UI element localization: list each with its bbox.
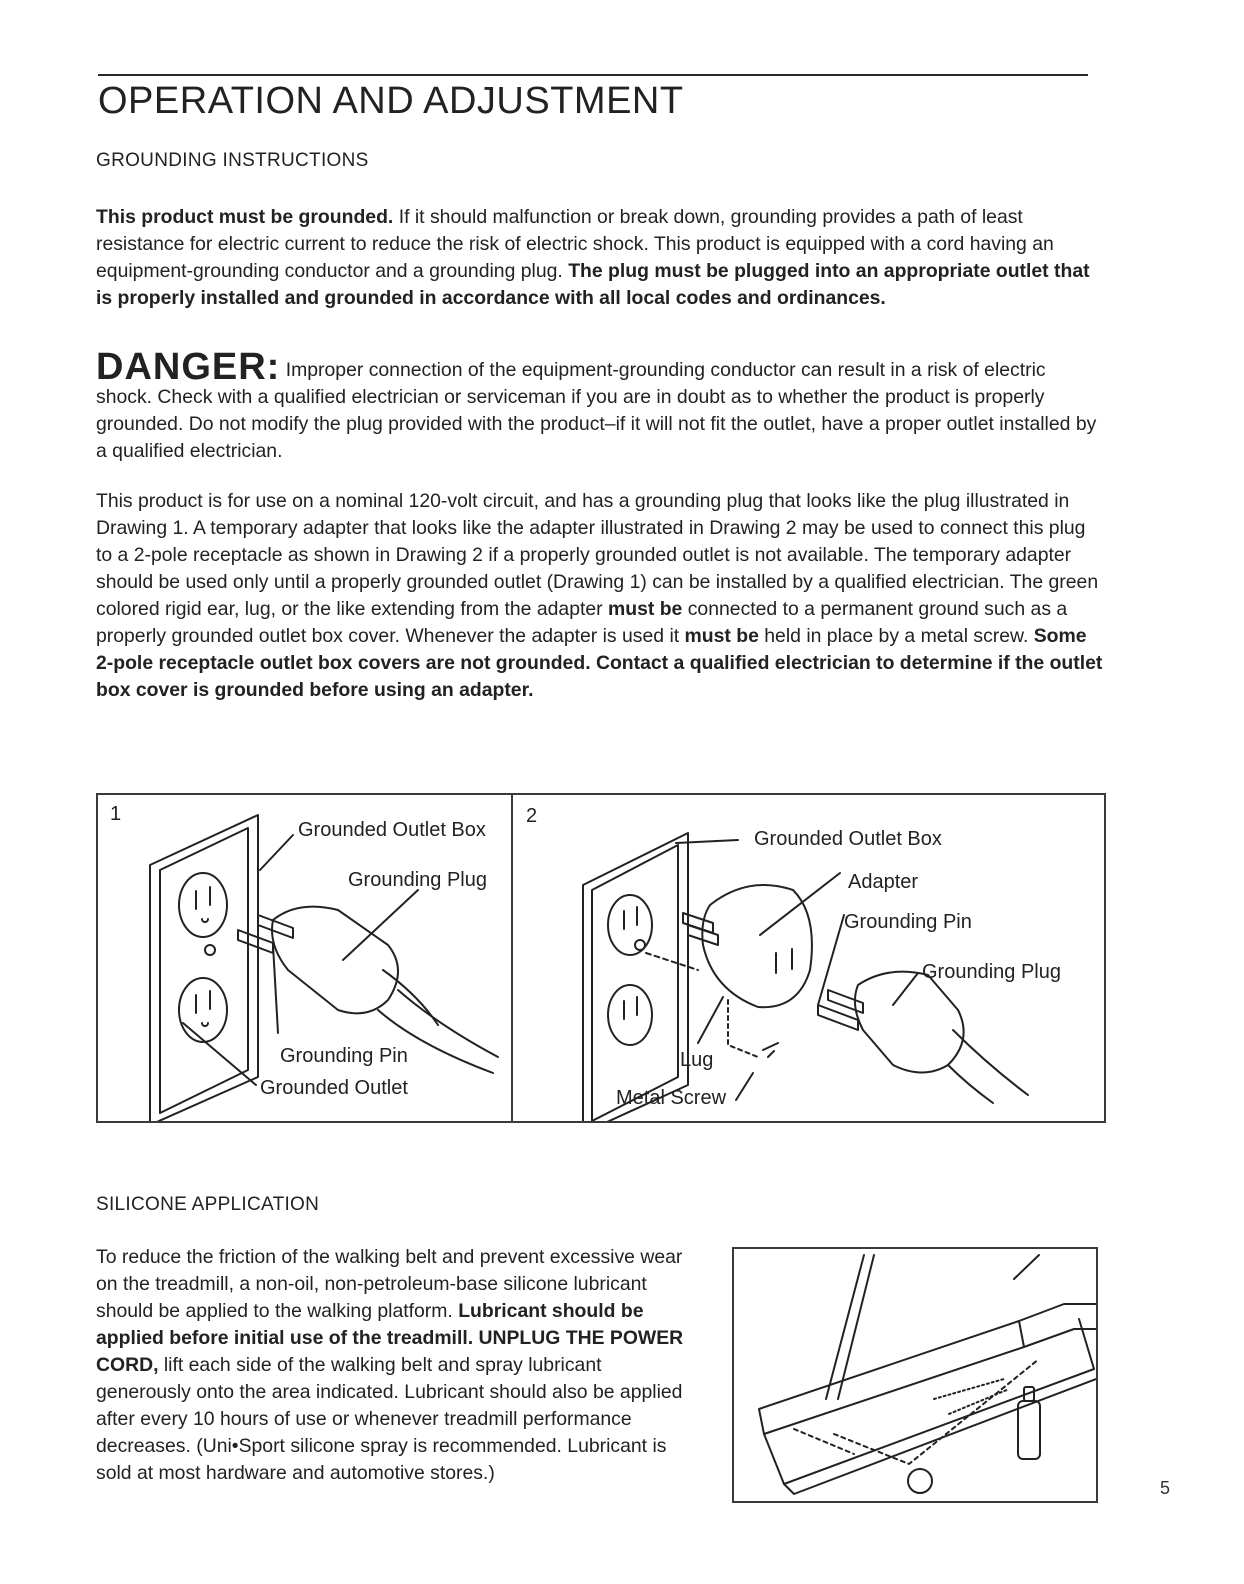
must-be-grounded-text: This product must be grounded.	[96, 206, 394, 228]
drawing-1-pin-label: Grounding Pin	[280, 1045, 408, 1067]
silicone-text-2: lift each side of the walking belt and spray lubricant generously onto the area indicated. Lubricant should also be applied after every 10 hours of use or whenever treadmill performance decreases. (Uni•Sport silicone spray is recommended. Lubricant is sold at most hardware and automotive stores.)	[96, 1354, 683, 1484]
grounding-heading: GROUNDING INSTRUCTIONS	[96, 150, 369, 171]
drawing-2-outlet-box-label: Grounded Outlet Box	[754, 828, 942, 850]
outlet-plate-1	[150, 815, 258, 1121]
grounding-plug-1	[272, 907, 398, 1014]
plug-warning-text: The plug must be plugged into an appropriate outlet that is properly installed and grounded in accordance with all local codes and ordinances.	[96, 260, 1090, 309]
drawings-figure	[96, 793, 1106, 1123]
drawing-2-plug-label: Grounding Plug	[922, 961, 1061, 983]
danger-text: Improper connection of the equipment-grounding conductor can result in a risk of electric shock. Check with a qualified electrician or serviceman if you are in doubt as to whether the product is properly grounded. Do not modify the plug provided with the product–if it will not fit the outlet, have a proper outlet installed by a qualified electrician.	[96, 359, 1097, 462]
receptacle-bottom-1	[179, 978, 227, 1042]
drawing-2-pin-label: Grounding Pin	[844, 911, 972, 933]
outlet-plate-2	[583, 833, 688, 1121]
voltage-text-3: held in place by a metal screw.	[758, 625, 1034, 647]
voltage-text-2: connected to a permanent ground such as a properly grounded outlet box cover. Whenever the adapter is used it	[96, 598, 1068, 647]
grounding-paragraph-1	[96, 204, 1106, 312]
receptacle-top-1	[179, 873, 227, 937]
voltage-text-1: This product is for use on a nominal 120-volt circuit, and has a grounding plug that looks like the plug illustrated in Drawing 1. A temporary adapter that looks like the adapter illustrated in Drawing 2 may be used to connect this plug to a 2-pole receptacle as shown in Drawing 2 if a properly grounded outlet is not available. The temporary adapter should be used only until a properly grounded outlet (Drawing 1) can be installed by a qualified electrician. The green colored rigid ear, lug, or the like extending from the adapter	[96, 490, 1099, 620]
drawing-1-outlet-label: Grounded Outlet	[260, 1077, 408, 1099]
grounding-plug-2	[855, 972, 964, 1073]
treadmill-figure	[732, 1247, 1098, 1503]
title-rule	[98, 74, 1088, 76]
drawing-1-plug-label: Grounding Plug	[348, 869, 487, 891]
metal-screw-2	[763, 1043, 778, 1057]
silicone-warning: Lubricant should be applied before initial use of the treadmill. UNPLUG THE POWER CORD,	[96, 1300, 684, 1376]
silicone-text-1: To reduce the friction of the walking belt and prevent excessive wear on the treadmill, a non-oil, non-petroleum-base silicone lubricant should be applied to the walking platform.	[96, 1246, 683, 1322]
must-be-text-2: must be	[684, 625, 759, 647]
drawing-2-number: 2	[526, 805, 538, 827]
outlet-cover-warning: Some 2-pole receptacle outlet box covers are not grounded. Contact a qualified electrician to determine if the outlet box cover is grounded before using an adapter.	[96, 625, 1103, 701]
silicone-heading: SILICONE APPLICATION	[96, 1194, 320, 1215]
silicone-spray-bottle	[1018, 1401, 1040, 1459]
treadmill-side-rail-top	[759, 1321, 1024, 1434]
silicone-paragraph	[96, 1244, 686, 1487]
must-be-text-1: must be	[608, 598, 683, 620]
voltage-paragraph	[96, 488, 1106, 704]
page-number: 5	[1160, 1478, 1171, 1498]
grounding-text: If it should malfunction or break down, grounding provides a path of least resistance for electric current to reduce the risk of electric shock. This product is equipped with a cord having an equipment-grounding conductor and a grounding plug.	[96, 206, 1054, 282]
drawing-2-lug-label: Lug	[680, 1049, 714, 1071]
drawing-1-number: 1	[110, 803, 122, 825]
drawing-1-outlet-box-label: Grounded Outlet Box	[298, 819, 486, 841]
treadmill-wheel	[908, 1469, 932, 1493]
adapter-2	[702, 885, 812, 1007]
treadmill-illustration	[734, 1249, 1096, 1501]
danger-label: DANGER:	[96, 346, 281, 388]
page-title: OPERATION AND ADJUSTMENT	[98, 80, 684, 122]
drawing-2-screw-label: Metal Screw	[616, 1087, 727, 1109]
receptacle-bottom-2	[608, 985, 652, 1045]
danger-paragraph	[96, 346, 1106, 465]
outlet-drawings-illustration	[98, 795, 1104, 1121]
drawing-2-adapter-label: Adapter	[848, 871, 919, 893]
